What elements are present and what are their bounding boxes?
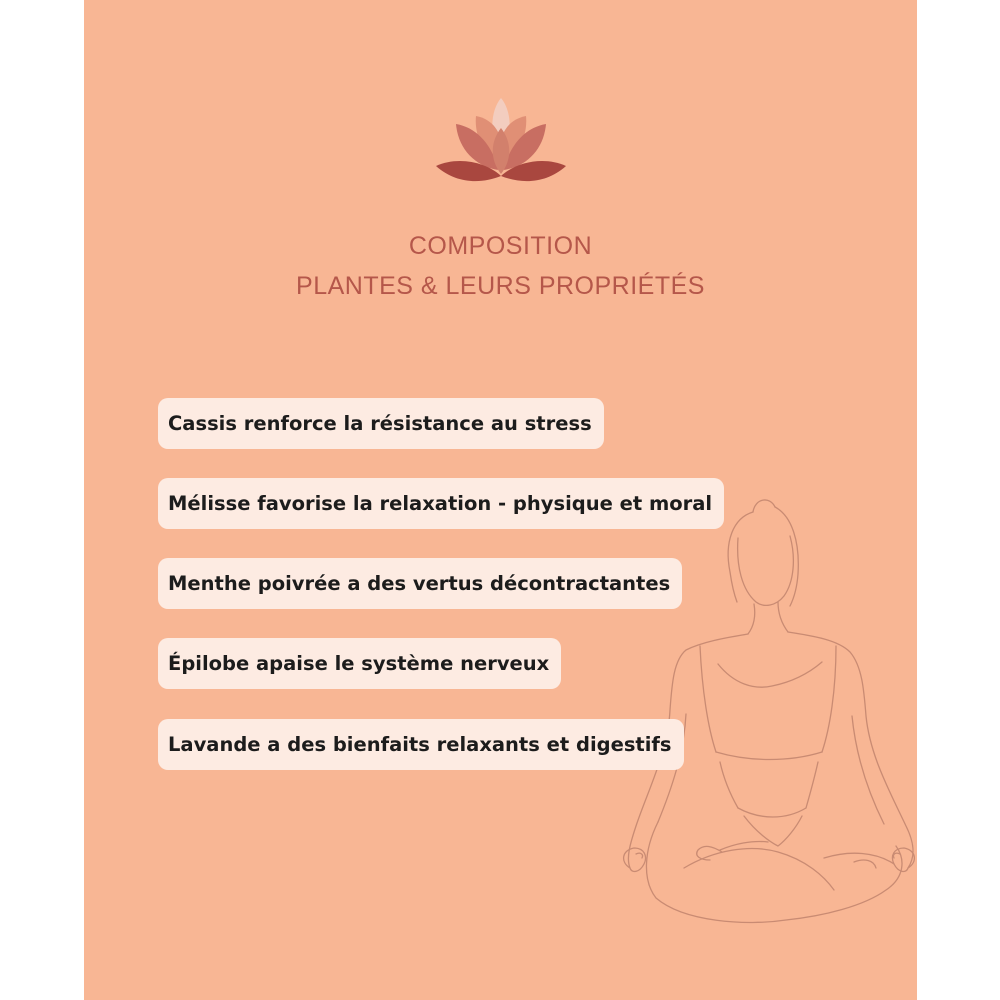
- property-text: Mélisse favorise la relaxation - physique et moral: [168, 492, 713, 515]
- page-title-line-2: PLANTES & LEURS PROPRIÉTÉS: [296, 272, 705, 300]
- property-text: Menthe poivrée a des vertus décontractantes: [168, 572, 671, 595]
- list-item: [158, 719, 684, 770]
- list-item: [158, 478, 724, 529]
- property-text: Cassis renforce la résistance au stress: [168, 412, 592, 435]
- list-item: [158, 398, 604, 449]
- list-item: [158, 558, 682, 609]
- property-text: Épilobe apaise le système nerveux: [168, 652, 550, 675]
- page-title-line-1: COMPOSITION: [408, 232, 593, 260]
- property-text: Lavande a des bienfaits relaxants et digestifs: [168, 733, 672, 756]
- list-item: [158, 638, 561, 689]
- lotus-flower-icon: [436, 98, 566, 186]
- poster-card: [84, 0, 917, 1000]
